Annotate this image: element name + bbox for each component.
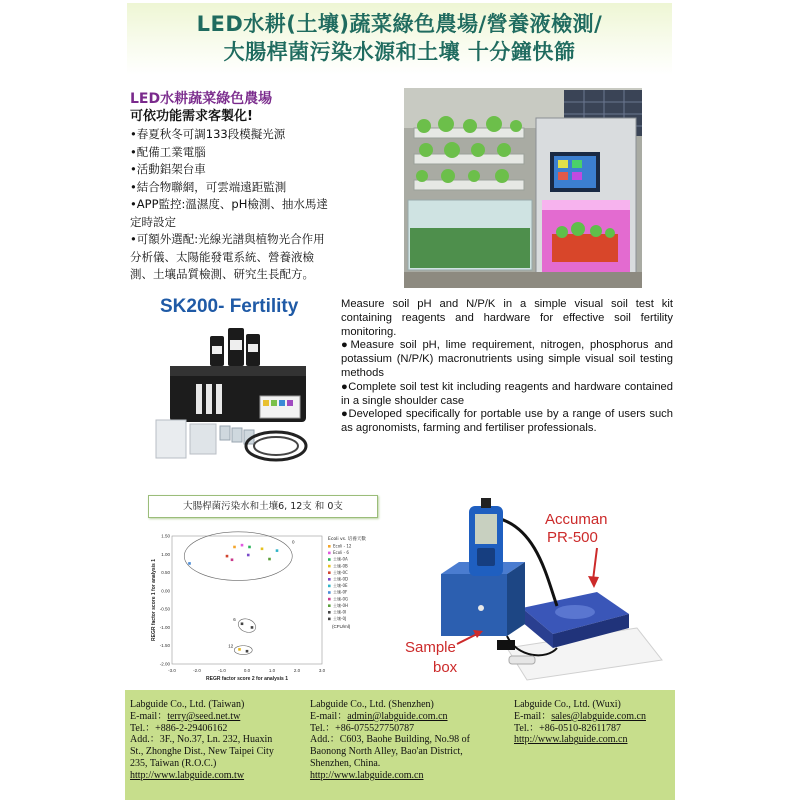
legend-entry: 土壤-0H — [333, 602, 348, 608]
page-header — [127, 3, 672, 75]
accuman-label-name: Accuman — [545, 511, 608, 528]
contact-footer — [125, 690, 675, 800]
led-farm-title: LED水耕蔬菜綠色農場 — [130, 91, 273, 107]
contact-tel: Tel.：+86-075527750787 — [310, 722, 415, 734]
accuman-label-model: PR-500 — [547, 529, 598, 546]
y-tick-label: 0.00 — [161, 588, 170, 594]
led-farm-section — [130, 90, 400, 284]
data-point — [241, 622, 244, 625]
ecoli-scatter-chart — [146, 528, 386, 694]
legend-entry: 土壤-0J — [333, 616, 347, 622]
contact-address: 235, Taiwan (R.O.C.) — [130, 757, 217, 769]
sample-box-label-line-2: box — [433, 659, 458, 676]
led-feature-item: •春夏秋冬可調133段模擬光源 — [130, 127, 286, 141]
x-tick-label: 0.0 — [243, 668, 251, 673]
data-point — [268, 558, 271, 561]
legend-entry: 土壤-0I — [333, 609, 347, 615]
contact-tel: Tel.：+886-2-29406162 — [130, 722, 228, 734]
legend-entry: 土壤-0F — [333, 589, 348, 595]
data-point — [251, 626, 254, 629]
data-point — [246, 650, 249, 653]
contact-company: Labguide Co., Ltd. (Wuxi) — [514, 699, 621, 710]
sk200-paragraph: ●Developed specifically for portable use by a range of users such as agronomists, farming and fertiliser professionals. — [341, 408, 673, 435]
contact-website-link[interactable]: http://www.labguide.com.cn — [514, 734, 628, 746]
contact-address: Add.：3F., No.37, Ln. 232, Huaxin — [130, 734, 273, 746]
led-feature-list — [130, 126, 400, 284]
legend-swatch — [328, 545, 331, 548]
legend-entry: 土壤-0B — [333, 563, 348, 569]
data-point — [231, 558, 234, 561]
x-tick-label: -1.0 — [218, 668, 226, 673]
x-tick-label: -2.0 — [193, 668, 201, 673]
accuman-device-photo — [397, 488, 667, 686]
data-point — [241, 544, 244, 547]
legend-swatch — [328, 591, 331, 594]
led-feature-item: •可額外選配:光線光譜與植物光合作用 — [130, 232, 325, 246]
contact-website-link[interactable]: http://www.labguide.com.cn — [310, 769, 424, 781]
data-point — [248, 546, 251, 549]
legend-swatch — [328, 611, 331, 614]
y-tick-label: -2.00 — [159, 661, 170, 667]
led-feature-item: •配備工業電腦 — [130, 144, 206, 159]
cluster-label: 12 — [228, 643, 234, 649]
data-point — [226, 555, 229, 558]
legend-swatch — [328, 552, 331, 555]
contact-address: St., Zhonghe Dist., New Taipei City — [130, 746, 274, 758]
sk200-paragraph: Measure soil pH and N/P/K in a simple visual soil test kit containing reagents and hardware for effective soil fertility monitoring. — [341, 298, 673, 338]
legend-swatch — [328, 578, 331, 581]
contact-company: Labguide Co., Ltd. (Shenzhen) — [310, 699, 434, 710]
data-point — [276, 549, 279, 552]
legend-entry: Ecoli - 6 — [333, 550, 349, 556]
legend-entry: 土壤-0G — [333, 596, 349, 602]
soil-test-kit-photo — [148, 322, 328, 470]
contact-company: Labguide Co., Ltd. (Taiwan) — [130, 699, 245, 710]
sk200-title: SK200- Fertility — [160, 296, 299, 317]
contact-shenzhen — [310, 699, 500, 782]
legend-entry: 土壤-0D — [333, 576, 349, 582]
legend-title: Ecoli vs. 培養天數 — [328, 537, 366, 542]
data-point — [247, 554, 250, 557]
chart-svg — [146, 528, 386, 694]
legend-swatch — [328, 598, 331, 601]
legend-unit: (CFU/ml) — [332, 624, 351, 630]
led-feature-item: 測、土壤品質檢測、研究生長配方。 — [130, 267, 314, 281]
y-tick-label: 1.50 — [161, 533, 170, 539]
contact-email[interactable]: E-mail：admin@labguide.com.cn — [310, 710, 448, 722]
y-tick-label: 0.50 — [161, 570, 170, 576]
legend-swatch — [328, 571, 331, 574]
contact-website-link[interactable]: http://www.labguide.com.tw — [130, 769, 245, 781]
legend-swatch — [328, 618, 331, 621]
x-tick-label: 3.0 — [318, 668, 326, 673]
contact-email[interactable]: E-mail：sales@labguide.com.cn — [514, 710, 646, 722]
contact-address: Baonong North Alley, Bao'an District, — [310, 746, 463, 758]
data-point — [238, 648, 241, 651]
led-farm-subtitle: 可依功能需求客製化! — [130, 109, 253, 124]
x-tick-label: 1.0 — [268, 668, 276, 673]
x-tick-label: 2.0 — [293, 668, 301, 673]
legend-entry: 土壤-0C — [333, 569, 348, 575]
legend-entry: 土壤-0E — [333, 583, 348, 589]
x-axis-label: REGR factor score 2 for analysis 1 — [206, 676, 288, 682]
legend-swatch — [328, 604, 331, 607]
data-point — [261, 548, 264, 551]
sk200-paragraph: ●Measure soil pH, lime requirement, nitrogen, phosphorus and potassium (N/P/K) macronutrients using simple visual soil testing methods — [341, 339, 673, 379]
sk200-description — [341, 298, 673, 436]
cluster-label: 0 — [292, 539, 295, 545]
y-tick-label: 1.00 — [161, 551, 170, 557]
cluster-label: 6 — [233, 616, 236, 622]
led-feature-item: •結合物聯網，可雲端遠距監測 — [130, 179, 287, 194]
legend-swatch — [328, 565, 331, 568]
x-tick-label: -3.0 — [168, 668, 176, 673]
header-title-line-1: LED水耕(土壤)蔬菜綠色農場/營養液檢測/ — [196, 12, 603, 36]
ecoli-chart-caption: 大腸桿菌污染水和土壤6, 12支 和 0支 — [148, 495, 378, 518]
legend-swatch — [328, 558, 331, 561]
y-tick-label: -1.00 — [159, 624, 170, 630]
y-axis-label: REGR factor score 1 for analysis 1 — [151, 559, 157, 641]
contact-address: Shenzhen, China. — [310, 757, 381, 769]
data-point — [233, 546, 236, 549]
sample-box-label-line-1: Sample — [405, 639, 456, 656]
led-farm-photo — [404, 88, 642, 288]
header-title-line-2: 大腸桿菌污染水源和土壤 十分鐘快篩 — [223, 40, 576, 64]
led-feature-item: •活動鋁架台車 — [130, 162, 206, 176]
contact-wuxi — [514, 699, 674, 746]
y-tick-label: -1.50 — [159, 643, 170, 649]
legend-swatch — [328, 585, 331, 588]
contact-taiwan — [130, 699, 302, 782]
y-tick-label: -0.50 — [159, 606, 170, 612]
sk200-paragraph: ●Complete soil test kit including reagents and hardware contained in a single shoulder case — [341, 380, 673, 407]
legend-entry: 土壤-0A — [333, 556, 348, 562]
data-point — [188, 562, 191, 565]
contact-email[interactable]: E-mail：terry@seed.net.tw — [130, 710, 241, 722]
contact-tel: Tel.：+86-0510-82611787 — [514, 722, 622, 734]
led-feature-item: •APP監控:溫濕度、pH檢測、抽水馬達 — [130, 197, 328, 211]
legend-entry: Ecoli - 12 — [333, 543, 352, 549]
contact-address: Add.：C603, Baohe Building, No.98 of — [310, 734, 470, 746]
led-feature-item: 分析儀、太陽能發電系統、營養液檢 — [130, 249, 314, 264]
led-feature-item: 定時設定 — [130, 214, 176, 229]
